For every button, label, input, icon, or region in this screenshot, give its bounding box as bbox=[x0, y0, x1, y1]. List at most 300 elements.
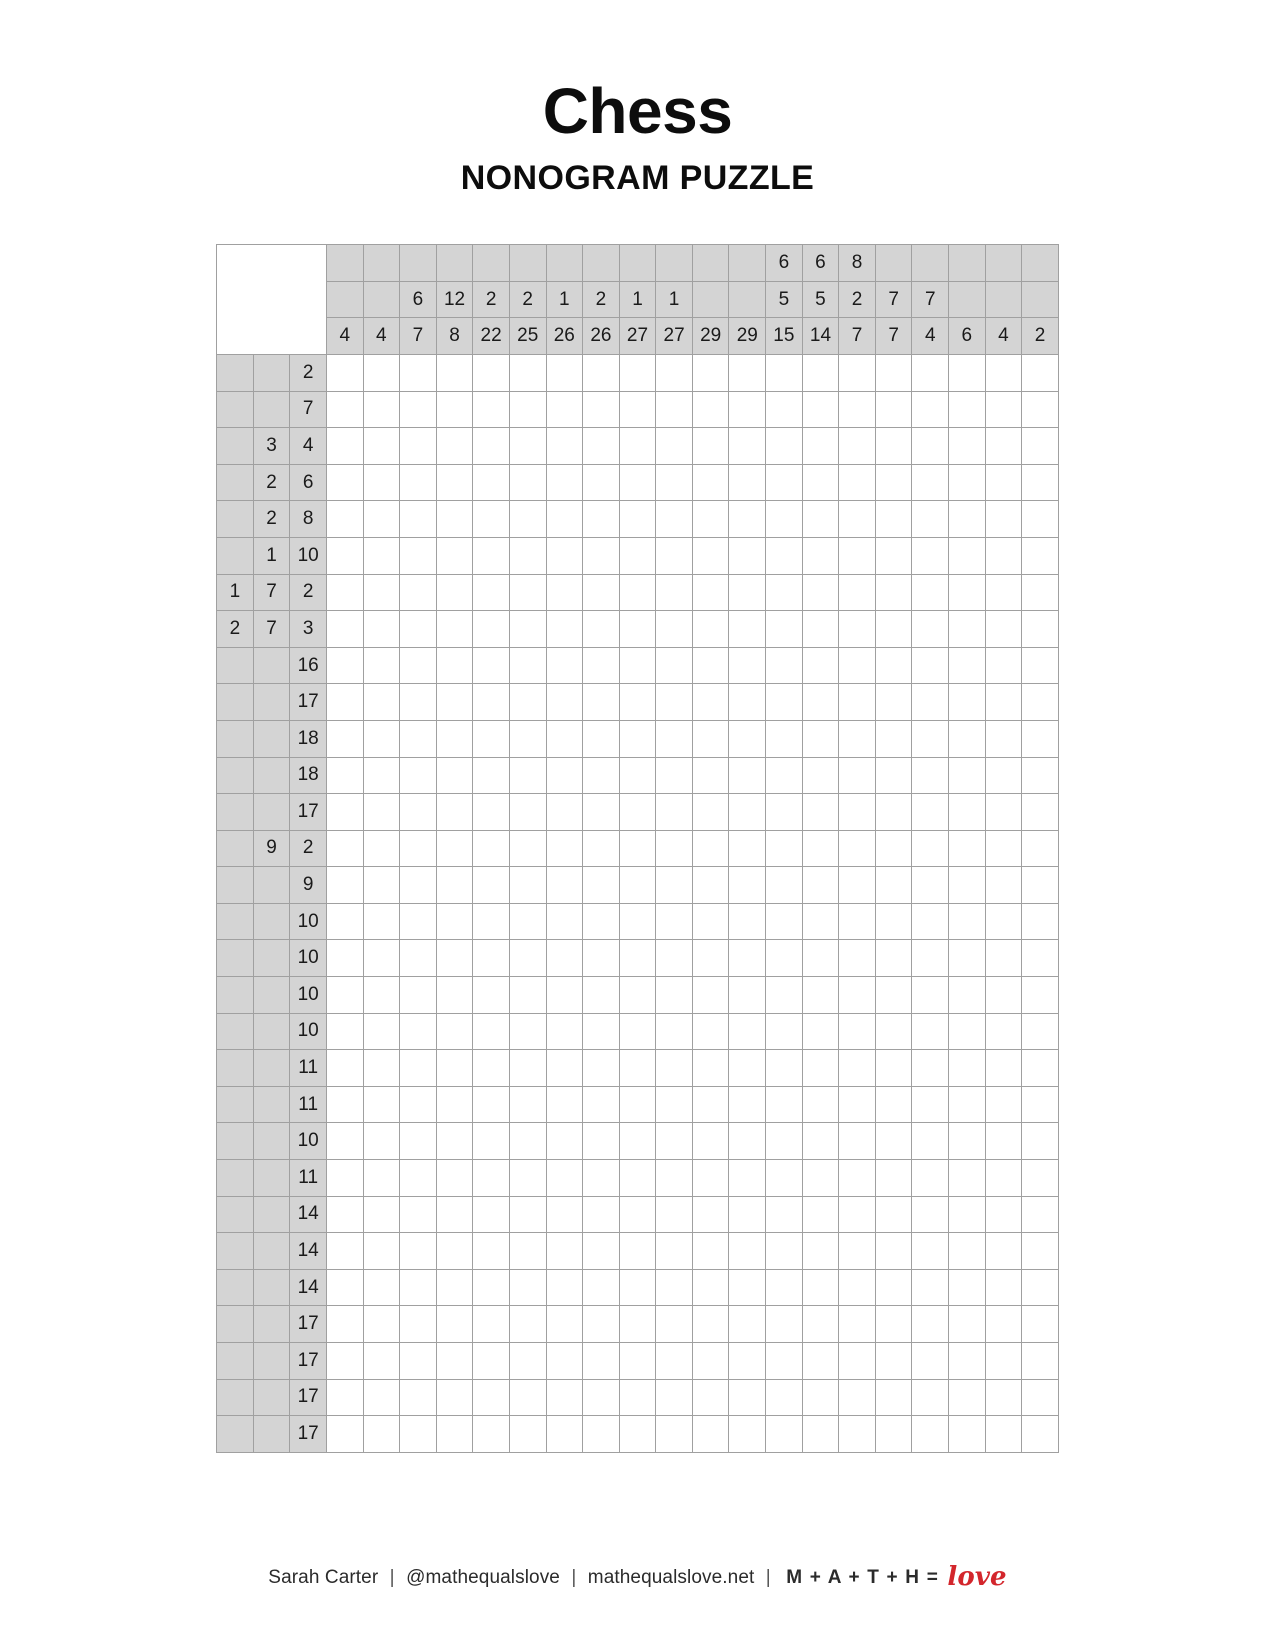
puzzle-cell[interactable] bbox=[400, 1343, 437, 1380]
puzzle-cell[interactable] bbox=[656, 428, 693, 465]
puzzle-cell[interactable] bbox=[985, 1160, 1022, 1197]
puzzle-cell[interactable] bbox=[473, 574, 510, 611]
puzzle-cell[interactable] bbox=[802, 1379, 839, 1416]
puzzle-cell[interactable] bbox=[326, 574, 363, 611]
puzzle-cell[interactable] bbox=[729, 464, 766, 501]
puzzle-cell[interactable] bbox=[583, 1123, 620, 1160]
puzzle-cell[interactable] bbox=[729, 940, 766, 977]
puzzle-cell[interactable] bbox=[326, 1379, 363, 1416]
puzzle-cell[interactable] bbox=[583, 794, 620, 831]
puzzle-cell[interactable] bbox=[692, 1196, 729, 1233]
puzzle-cell[interactable] bbox=[583, 1196, 620, 1233]
puzzle-cell[interactable] bbox=[729, 1416, 766, 1453]
puzzle-cell[interactable] bbox=[912, 1160, 949, 1197]
puzzle-cell[interactable] bbox=[473, 428, 510, 465]
puzzle-cell[interactable] bbox=[985, 940, 1022, 977]
puzzle-cell[interactable] bbox=[802, 794, 839, 831]
puzzle-cell[interactable] bbox=[692, 903, 729, 940]
puzzle-cell[interactable] bbox=[729, 1123, 766, 1160]
puzzle-cell[interactable] bbox=[400, 501, 437, 538]
puzzle-cell[interactable] bbox=[985, 1050, 1022, 1087]
puzzle-cell[interactable] bbox=[583, 977, 620, 1014]
puzzle-cell[interactable] bbox=[546, 464, 583, 501]
puzzle-cell[interactable] bbox=[326, 1050, 363, 1087]
puzzle-cell[interactable] bbox=[326, 428, 363, 465]
puzzle-cell[interactable] bbox=[363, 794, 400, 831]
puzzle-cell[interactable] bbox=[912, 1306, 949, 1343]
puzzle-cell[interactable] bbox=[326, 1196, 363, 1233]
puzzle-cell[interactable] bbox=[326, 940, 363, 977]
puzzle-cell[interactable] bbox=[509, 1013, 546, 1050]
puzzle-cell[interactable] bbox=[436, 1050, 473, 1087]
puzzle-cell[interactable] bbox=[436, 1269, 473, 1306]
puzzle-cell[interactable] bbox=[326, 903, 363, 940]
puzzle-cell[interactable] bbox=[729, 1343, 766, 1380]
puzzle-cell[interactable] bbox=[875, 1050, 912, 1087]
puzzle-cell[interactable] bbox=[363, 977, 400, 1014]
footer-website[interactable]: mathequalslove.net bbox=[587, 1567, 755, 1588]
puzzle-cell[interactable] bbox=[509, 1379, 546, 1416]
puzzle-cell[interactable] bbox=[985, 647, 1022, 684]
puzzle-cell[interactable] bbox=[766, 464, 803, 501]
puzzle-cell[interactable] bbox=[656, 903, 693, 940]
puzzle-cell[interactable] bbox=[509, 903, 546, 940]
puzzle-cell[interactable] bbox=[766, 903, 803, 940]
puzzle-cell[interactable] bbox=[546, 940, 583, 977]
puzzle-cell[interactable] bbox=[729, 428, 766, 465]
puzzle-cell[interactable] bbox=[363, 1379, 400, 1416]
puzzle-cell[interactable] bbox=[1022, 1086, 1059, 1123]
puzzle-cell[interactable] bbox=[473, 611, 510, 648]
puzzle-cell[interactable] bbox=[729, 391, 766, 428]
puzzle-cell[interactable] bbox=[912, 1269, 949, 1306]
puzzle-cell[interactable] bbox=[839, 1160, 876, 1197]
puzzle-cell[interactable] bbox=[766, 428, 803, 465]
puzzle-cell[interactable] bbox=[509, 1306, 546, 1343]
puzzle-cell[interactable] bbox=[692, 1233, 729, 1270]
puzzle-cell[interactable] bbox=[802, 940, 839, 977]
puzzle-cell[interactable] bbox=[839, 1233, 876, 1270]
puzzle-cell[interactable] bbox=[436, 1416, 473, 1453]
puzzle-cell[interactable] bbox=[839, 391, 876, 428]
puzzle-cell[interactable] bbox=[912, 940, 949, 977]
puzzle-cell[interactable] bbox=[692, 794, 729, 831]
puzzle-cell[interactable] bbox=[436, 1160, 473, 1197]
puzzle-cell[interactable] bbox=[363, 1013, 400, 1050]
puzzle-cell[interactable] bbox=[436, 1123, 473, 1160]
puzzle-cell[interactable] bbox=[509, 501, 546, 538]
puzzle-cell[interactable] bbox=[619, 1343, 656, 1380]
puzzle-cell[interactable] bbox=[583, 1416, 620, 1453]
puzzle-cell[interactable] bbox=[363, 720, 400, 757]
puzzle-cell[interactable] bbox=[985, 1086, 1022, 1123]
puzzle-cell[interactable] bbox=[875, 1123, 912, 1160]
puzzle-cell[interactable] bbox=[692, 647, 729, 684]
puzzle-cell[interactable] bbox=[875, 1196, 912, 1233]
puzzle-cell[interactable] bbox=[766, 1050, 803, 1087]
puzzle-cell[interactable] bbox=[583, 720, 620, 757]
puzzle-cell[interactable] bbox=[839, 354, 876, 391]
puzzle-cell[interactable] bbox=[985, 867, 1022, 904]
puzzle-cell[interactable] bbox=[363, 1196, 400, 1233]
puzzle-cell[interactable] bbox=[656, 464, 693, 501]
puzzle-cell[interactable] bbox=[509, 720, 546, 757]
puzzle-cell[interactable] bbox=[509, 1086, 546, 1123]
puzzle-cell[interactable] bbox=[656, 391, 693, 428]
puzzle-cell[interactable] bbox=[729, 794, 766, 831]
puzzle-cell[interactable] bbox=[619, 611, 656, 648]
puzzle-cell[interactable] bbox=[473, 1379, 510, 1416]
puzzle-cell[interactable] bbox=[802, 1233, 839, 1270]
puzzle-cell[interactable] bbox=[436, 940, 473, 977]
puzzle-cell[interactable] bbox=[473, 757, 510, 794]
puzzle-cell[interactable] bbox=[875, 940, 912, 977]
puzzle-cell[interactable] bbox=[729, 903, 766, 940]
puzzle-cell[interactable] bbox=[912, 354, 949, 391]
puzzle-cell[interactable] bbox=[656, 501, 693, 538]
puzzle-cell[interactable] bbox=[766, 1306, 803, 1343]
puzzle-cell[interactable] bbox=[473, 1343, 510, 1380]
puzzle-cell[interactable] bbox=[839, 1196, 876, 1233]
puzzle-cell[interactable] bbox=[363, 574, 400, 611]
puzzle-cell[interactable] bbox=[546, 647, 583, 684]
puzzle-cell[interactable] bbox=[985, 1233, 1022, 1270]
puzzle-cell[interactable] bbox=[619, 647, 656, 684]
puzzle-cell[interactable] bbox=[363, 1086, 400, 1123]
puzzle-cell[interactable] bbox=[912, 1086, 949, 1123]
puzzle-cell[interactable] bbox=[875, 1160, 912, 1197]
puzzle-cell[interactable] bbox=[509, 574, 546, 611]
puzzle-cell[interactable] bbox=[692, 867, 729, 904]
puzzle-cell[interactable] bbox=[839, 501, 876, 538]
puzzle-cell[interactable] bbox=[363, 611, 400, 648]
puzzle-cell[interactable] bbox=[583, 647, 620, 684]
puzzle-cell[interactable] bbox=[985, 1123, 1022, 1160]
puzzle-cell[interactable] bbox=[729, 1086, 766, 1123]
puzzle-cell[interactable] bbox=[766, 574, 803, 611]
puzzle-cell[interactable] bbox=[363, 867, 400, 904]
puzzle-cell[interactable] bbox=[656, 1416, 693, 1453]
puzzle-cell[interactable] bbox=[583, 684, 620, 721]
puzzle-cell[interactable] bbox=[692, 1160, 729, 1197]
puzzle-cell[interactable] bbox=[546, 1086, 583, 1123]
puzzle-cell[interactable] bbox=[912, 391, 949, 428]
puzzle-cell[interactable] bbox=[656, 537, 693, 574]
puzzle-cell[interactable] bbox=[839, 867, 876, 904]
puzzle-cell[interactable] bbox=[509, 1416, 546, 1453]
puzzle-cell[interactable] bbox=[619, 354, 656, 391]
puzzle-cell[interactable] bbox=[509, 940, 546, 977]
puzzle-cell[interactable] bbox=[766, 501, 803, 538]
puzzle-cell[interactable] bbox=[839, 1306, 876, 1343]
puzzle-cell[interactable] bbox=[729, 1233, 766, 1270]
puzzle-cell[interactable] bbox=[692, 940, 729, 977]
puzzle-cell[interactable] bbox=[400, 1306, 437, 1343]
puzzle-cell[interactable] bbox=[985, 464, 1022, 501]
puzzle-cell[interactable] bbox=[949, 867, 986, 904]
puzzle-cell[interactable] bbox=[326, 867, 363, 904]
puzzle-cell[interactable] bbox=[326, 1233, 363, 1270]
puzzle-cell[interactable] bbox=[985, 391, 1022, 428]
puzzle-cell[interactable] bbox=[766, 1416, 803, 1453]
puzzle-cell[interactable] bbox=[619, 1050, 656, 1087]
puzzle-cell[interactable] bbox=[949, 757, 986, 794]
puzzle-cell[interactable] bbox=[326, 1306, 363, 1343]
puzzle-cell[interactable] bbox=[436, 1379, 473, 1416]
puzzle-cell[interactable] bbox=[729, 1306, 766, 1343]
puzzle-cell[interactable] bbox=[583, 1269, 620, 1306]
puzzle-cell[interactable] bbox=[656, 1343, 693, 1380]
puzzle-cell[interactable] bbox=[473, 903, 510, 940]
puzzle-cell[interactable] bbox=[949, 1086, 986, 1123]
puzzle-cell[interactable] bbox=[1022, 940, 1059, 977]
puzzle-cell[interactable] bbox=[692, 354, 729, 391]
puzzle-cell[interactable] bbox=[1022, 720, 1059, 757]
puzzle-cell[interactable] bbox=[326, 1013, 363, 1050]
puzzle-cell[interactable] bbox=[839, 611, 876, 648]
puzzle-cell[interactable] bbox=[985, 757, 1022, 794]
puzzle-cell[interactable] bbox=[436, 720, 473, 757]
puzzle-cell[interactable] bbox=[875, 903, 912, 940]
puzzle-cell[interactable] bbox=[583, 354, 620, 391]
puzzle-cell[interactable] bbox=[949, 1123, 986, 1160]
puzzle-cell[interactable] bbox=[949, 1233, 986, 1270]
puzzle-cell[interactable] bbox=[839, 428, 876, 465]
puzzle-cell[interactable] bbox=[509, 1233, 546, 1270]
puzzle-cell[interactable] bbox=[802, 757, 839, 794]
puzzle-cell[interactable] bbox=[619, 574, 656, 611]
puzzle-cell[interactable] bbox=[656, 1013, 693, 1050]
puzzle-cell[interactable] bbox=[802, 1050, 839, 1087]
puzzle-cell[interactable] bbox=[619, 1233, 656, 1270]
puzzle-cell[interactable] bbox=[509, 830, 546, 867]
puzzle-cell[interactable] bbox=[949, 1379, 986, 1416]
puzzle-cell[interactable] bbox=[546, 1343, 583, 1380]
puzzle-cell[interactable] bbox=[619, 1013, 656, 1050]
puzzle-cell[interactable] bbox=[839, 940, 876, 977]
puzzle-cell[interactable] bbox=[729, 1196, 766, 1233]
puzzle-cell[interactable] bbox=[912, 720, 949, 757]
puzzle-cell[interactable] bbox=[985, 1379, 1022, 1416]
puzzle-cell[interactable] bbox=[839, 684, 876, 721]
puzzle-cell[interactable] bbox=[692, 537, 729, 574]
puzzle-cell[interactable] bbox=[400, 1086, 437, 1123]
puzzle-cell[interactable] bbox=[436, 1343, 473, 1380]
puzzle-cell[interactable] bbox=[656, 1269, 693, 1306]
puzzle-cell[interactable] bbox=[363, 537, 400, 574]
puzzle-cell[interactable] bbox=[583, 1013, 620, 1050]
puzzle-cell[interactable] bbox=[912, 1013, 949, 1050]
puzzle-cell[interactable] bbox=[912, 1050, 949, 1087]
puzzle-cell[interactable] bbox=[326, 537, 363, 574]
puzzle-cell[interactable] bbox=[839, 1013, 876, 1050]
puzzle-cell[interactable] bbox=[619, 391, 656, 428]
puzzle-cell[interactable] bbox=[546, 428, 583, 465]
puzzle-cell[interactable] bbox=[802, 464, 839, 501]
puzzle-cell[interactable] bbox=[949, 354, 986, 391]
puzzle-cell[interactable] bbox=[692, 757, 729, 794]
puzzle-cell[interactable] bbox=[912, 1196, 949, 1233]
puzzle-cell[interactable] bbox=[766, 391, 803, 428]
puzzle-cell[interactable] bbox=[473, 1233, 510, 1270]
puzzle-cell[interactable] bbox=[546, 574, 583, 611]
puzzle-cell[interactable] bbox=[619, 1306, 656, 1343]
puzzle-cell[interactable] bbox=[839, 830, 876, 867]
puzzle-cell[interactable] bbox=[729, 611, 766, 648]
puzzle-cell[interactable] bbox=[766, 1269, 803, 1306]
puzzle-cell[interactable] bbox=[949, 537, 986, 574]
puzzle-cell[interactable] bbox=[436, 574, 473, 611]
puzzle-cell[interactable] bbox=[363, 1269, 400, 1306]
puzzle-cell[interactable] bbox=[949, 830, 986, 867]
puzzle-cell[interactable] bbox=[766, 354, 803, 391]
puzzle-cell[interactable] bbox=[766, 1343, 803, 1380]
puzzle-cell[interactable] bbox=[473, 1269, 510, 1306]
puzzle-cell[interactable] bbox=[949, 1160, 986, 1197]
puzzle-cell[interactable] bbox=[985, 1196, 1022, 1233]
puzzle-cell[interactable] bbox=[326, 1123, 363, 1160]
puzzle-cell[interactable] bbox=[400, 720, 437, 757]
puzzle-cell[interactable] bbox=[912, 574, 949, 611]
puzzle-cell[interactable] bbox=[436, 794, 473, 831]
puzzle-cell[interactable] bbox=[619, 1086, 656, 1123]
puzzle-cell[interactable] bbox=[400, 1379, 437, 1416]
puzzle-cell[interactable] bbox=[546, 1050, 583, 1087]
puzzle-cell[interactable] bbox=[326, 684, 363, 721]
puzzle-cell[interactable] bbox=[436, 501, 473, 538]
puzzle-cell[interactable] bbox=[436, 1233, 473, 1270]
puzzle-cell[interactable] bbox=[912, 611, 949, 648]
puzzle-cell[interactable] bbox=[692, 1306, 729, 1343]
puzzle-cell[interactable] bbox=[400, 940, 437, 977]
puzzle-cell[interactable] bbox=[839, 1269, 876, 1306]
puzzle-cell[interactable] bbox=[985, 794, 1022, 831]
puzzle-cell[interactable] bbox=[509, 1050, 546, 1087]
puzzle-cell[interactable] bbox=[729, 537, 766, 574]
puzzle-cell[interactable] bbox=[1022, 903, 1059, 940]
puzzle-cell[interactable] bbox=[692, 1050, 729, 1087]
puzzle-cell[interactable] bbox=[546, 1269, 583, 1306]
puzzle-cell[interactable] bbox=[656, 1233, 693, 1270]
puzzle-cell[interactable] bbox=[619, 501, 656, 538]
puzzle-cell[interactable] bbox=[546, 1160, 583, 1197]
puzzle-cell[interactable] bbox=[619, 720, 656, 757]
puzzle-cell[interactable] bbox=[802, 977, 839, 1014]
puzzle-cell[interactable] bbox=[509, 391, 546, 428]
puzzle-cell[interactable] bbox=[656, 354, 693, 391]
puzzle-cell[interactable] bbox=[985, 830, 1022, 867]
puzzle-cell[interactable] bbox=[1022, 794, 1059, 831]
puzzle-cell[interactable] bbox=[802, 354, 839, 391]
puzzle-cell[interactable] bbox=[656, 830, 693, 867]
puzzle-cell[interactable] bbox=[839, 1050, 876, 1087]
puzzle-cell[interactable] bbox=[949, 574, 986, 611]
puzzle-cell[interactable] bbox=[326, 1086, 363, 1123]
puzzle-cell[interactable] bbox=[436, 1196, 473, 1233]
puzzle-cell[interactable] bbox=[912, 867, 949, 904]
puzzle-cell[interactable] bbox=[400, 977, 437, 1014]
puzzle-cell[interactable] bbox=[400, 464, 437, 501]
puzzle-cell[interactable] bbox=[839, 574, 876, 611]
puzzle-cell[interactable] bbox=[546, 1379, 583, 1416]
puzzle-cell[interactable] bbox=[619, 867, 656, 904]
puzzle-cell[interactable] bbox=[436, 830, 473, 867]
puzzle-cell[interactable] bbox=[692, 684, 729, 721]
puzzle-cell[interactable] bbox=[619, 1379, 656, 1416]
puzzle-cell[interactable] bbox=[949, 1343, 986, 1380]
puzzle-cell[interactable] bbox=[692, 1013, 729, 1050]
puzzle-cell[interactable] bbox=[400, 574, 437, 611]
puzzle-cell[interactable] bbox=[802, 830, 839, 867]
puzzle-cell[interactable] bbox=[802, 1086, 839, 1123]
puzzle-cell[interactable] bbox=[839, 720, 876, 757]
puzzle-cell[interactable] bbox=[546, 391, 583, 428]
puzzle-cell[interactable] bbox=[363, 940, 400, 977]
puzzle-cell[interactable] bbox=[985, 1013, 1022, 1050]
puzzle-cell[interactable] bbox=[546, 1233, 583, 1270]
puzzle-cell[interactable] bbox=[802, 428, 839, 465]
puzzle-cell[interactable] bbox=[363, 1160, 400, 1197]
puzzle-cell[interactable] bbox=[473, 940, 510, 977]
puzzle-cell[interactable] bbox=[473, 647, 510, 684]
puzzle-cell[interactable] bbox=[802, 1160, 839, 1197]
puzzle-cell[interactable] bbox=[400, 1160, 437, 1197]
puzzle-cell[interactable] bbox=[656, 1086, 693, 1123]
puzzle-cell[interactable] bbox=[583, 1233, 620, 1270]
puzzle-cell[interactable] bbox=[692, 391, 729, 428]
puzzle-cell[interactable] bbox=[766, 1233, 803, 1270]
puzzle-cell[interactable] bbox=[546, 830, 583, 867]
puzzle-cell[interactable] bbox=[949, 903, 986, 940]
puzzle-cell[interactable] bbox=[619, 830, 656, 867]
puzzle-cell[interactable] bbox=[473, 867, 510, 904]
puzzle-cell[interactable] bbox=[912, 1416, 949, 1453]
puzzle-cell[interactable] bbox=[692, 1379, 729, 1416]
puzzle-cell[interactable] bbox=[326, 794, 363, 831]
puzzle-cell[interactable] bbox=[912, 684, 949, 721]
puzzle-cell[interactable] bbox=[985, 903, 1022, 940]
puzzle-cell[interactable] bbox=[400, 830, 437, 867]
puzzle-cell[interactable] bbox=[473, 1013, 510, 1050]
puzzle-cell[interactable] bbox=[766, 977, 803, 1014]
puzzle-cell[interactable] bbox=[436, 977, 473, 1014]
puzzle-cell[interactable] bbox=[656, 757, 693, 794]
puzzle-cell[interactable] bbox=[546, 757, 583, 794]
puzzle-cell[interactable] bbox=[363, 1050, 400, 1087]
puzzle-cell[interactable] bbox=[766, 1086, 803, 1123]
puzzle-cell[interactable] bbox=[949, 428, 986, 465]
puzzle-cell[interactable] bbox=[985, 1306, 1022, 1343]
puzzle-cell[interactable] bbox=[509, 794, 546, 831]
puzzle-cell[interactable] bbox=[509, 977, 546, 1014]
puzzle-cell[interactable] bbox=[1022, 1160, 1059, 1197]
puzzle-cell[interactable] bbox=[875, 647, 912, 684]
puzzle-cell[interactable] bbox=[326, 464, 363, 501]
puzzle-cell[interactable] bbox=[583, 574, 620, 611]
puzzle-cell[interactable] bbox=[326, 720, 363, 757]
puzzle-cell[interactable] bbox=[839, 537, 876, 574]
puzzle-cell[interactable] bbox=[326, 391, 363, 428]
puzzle-cell[interactable] bbox=[400, 391, 437, 428]
puzzle-cell[interactable] bbox=[509, 757, 546, 794]
puzzle-cell[interactable] bbox=[729, 720, 766, 757]
puzzle-cell[interactable] bbox=[692, 428, 729, 465]
puzzle-cell[interactable] bbox=[875, 867, 912, 904]
puzzle-cell[interactable] bbox=[473, 1416, 510, 1453]
puzzle-cell[interactable] bbox=[729, 757, 766, 794]
puzzle-cell[interactable] bbox=[985, 977, 1022, 1014]
puzzle-cell[interactable] bbox=[692, 1269, 729, 1306]
